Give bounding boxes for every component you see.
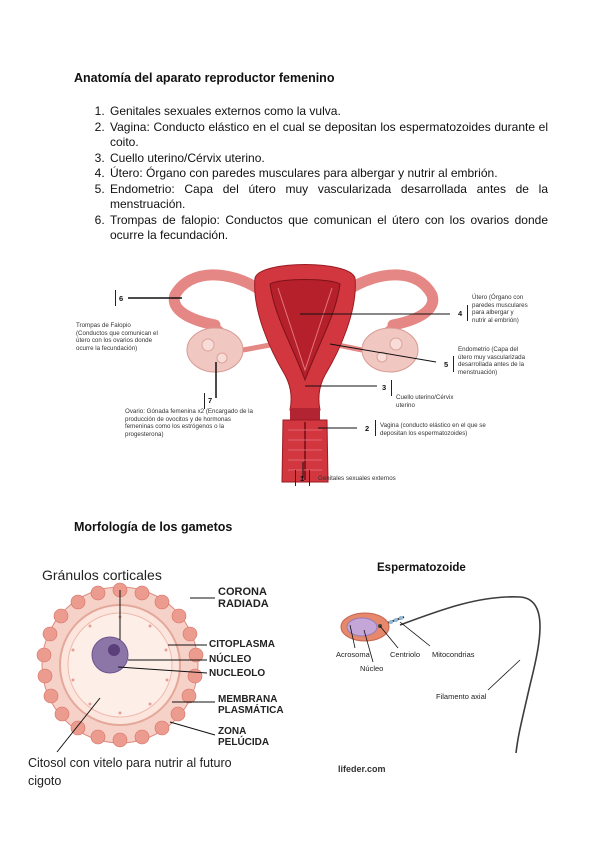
label-number-1: 1 [300,474,305,483]
label-number-2: 2 [365,424,370,433]
label-corona-radiata: CORONA RADIADA [218,586,269,610]
label-cytoplasm: CITOPLASMA [209,639,275,650]
label-centriole: Centriolo [390,650,421,659]
label-number-5: 5 [444,360,449,369]
label-cytosol: Citosol con vitelo para nutrir al futuro cigoto [28,756,232,788]
label-number-3: 3 [382,383,387,392]
list-item: 3. Cuello uterino/Cérvix uterino. [108,151,548,167]
list-item: 1. Genitales sexuales externos como la vulva. [108,104,548,120]
label-sperm-nucleus: Núcleo [360,664,384,673]
list-item: 2. Vagina: Conducto elástico en el cual se depositan los espermatozoides durante el coito. [108,120,548,151]
label-zona-pellucida: ZONA PELÚCIDA [218,726,270,748]
label-vagina: Vagina (conducto elástico en el que se depositan los espermatozoides) [380,422,486,437]
label-endometrium: Endometrio (Capa del útero muy vascularizada desarrollada antes de la menstruación) [458,346,526,376]
label-uterus: Útero (Órgano con paredes musculares para albergar y nutrir al embrión) [472,294,528,324]
label-number-7: 7 [208,396,213,405]
label-cervix: Cuello uterino/Cérvix uterino [396,394,454,409]
gametes-title: Morfología de los gametos [74,520,233,534]
brand-logo: lifeder.com [338,764,386,774]
list-item: 6. Trompas de falopio: Conductos que comunican el útero con los ovarios donde ocurre la fecundación. [108,213,548,244]
label-acrosome: Acrosoma [336,650,370,659]
label-plasma-membrane: MEMBRANA PLASMÁTICA [218,694,284,716]
anatomy-title: Anatomía del aparato reproductor femenino [74,71,335,85]
label-axial-filament: Filamento axial [436,692,487,701]
list-item: 4. Útero: Órgano con paredes musculares para albergar y nutrir al embrión. [108,166,548,182]
list-item: 5. Endometrio: Capa del útero muy vascularizada desarrollada antes de la menstruación. [108,182,548,213]
label-nucleus: NÚCLEO [209,654,252,665]
label-nucleolus: NUCLEOLO [209,668,266,679]
label-mitochondria: Mitocondrias [432,650,475,659]
label-number-4: 4 [458,309,463,318]
label-ovary: Ovario: Gónada femenina x2 (Encargado de la producción de ovocitos y de hormonas femeninas como los estrógenos o la progesterona) [125,408,253,438]
sperm-title: Espermatozoide [377,562,466,574]
label-fallopian: Trompas de Falopio (Conductos que comunican el útero con los ovarios donde ocurre la fecundación) [76,322,158,352]
label-external-genitals: Genitales sexuales externos [318,475,396,482]
label-cortical-granules: Gránulos corticales [42,567,162,583]
label-number-6: 6 [119,294,124,303]
